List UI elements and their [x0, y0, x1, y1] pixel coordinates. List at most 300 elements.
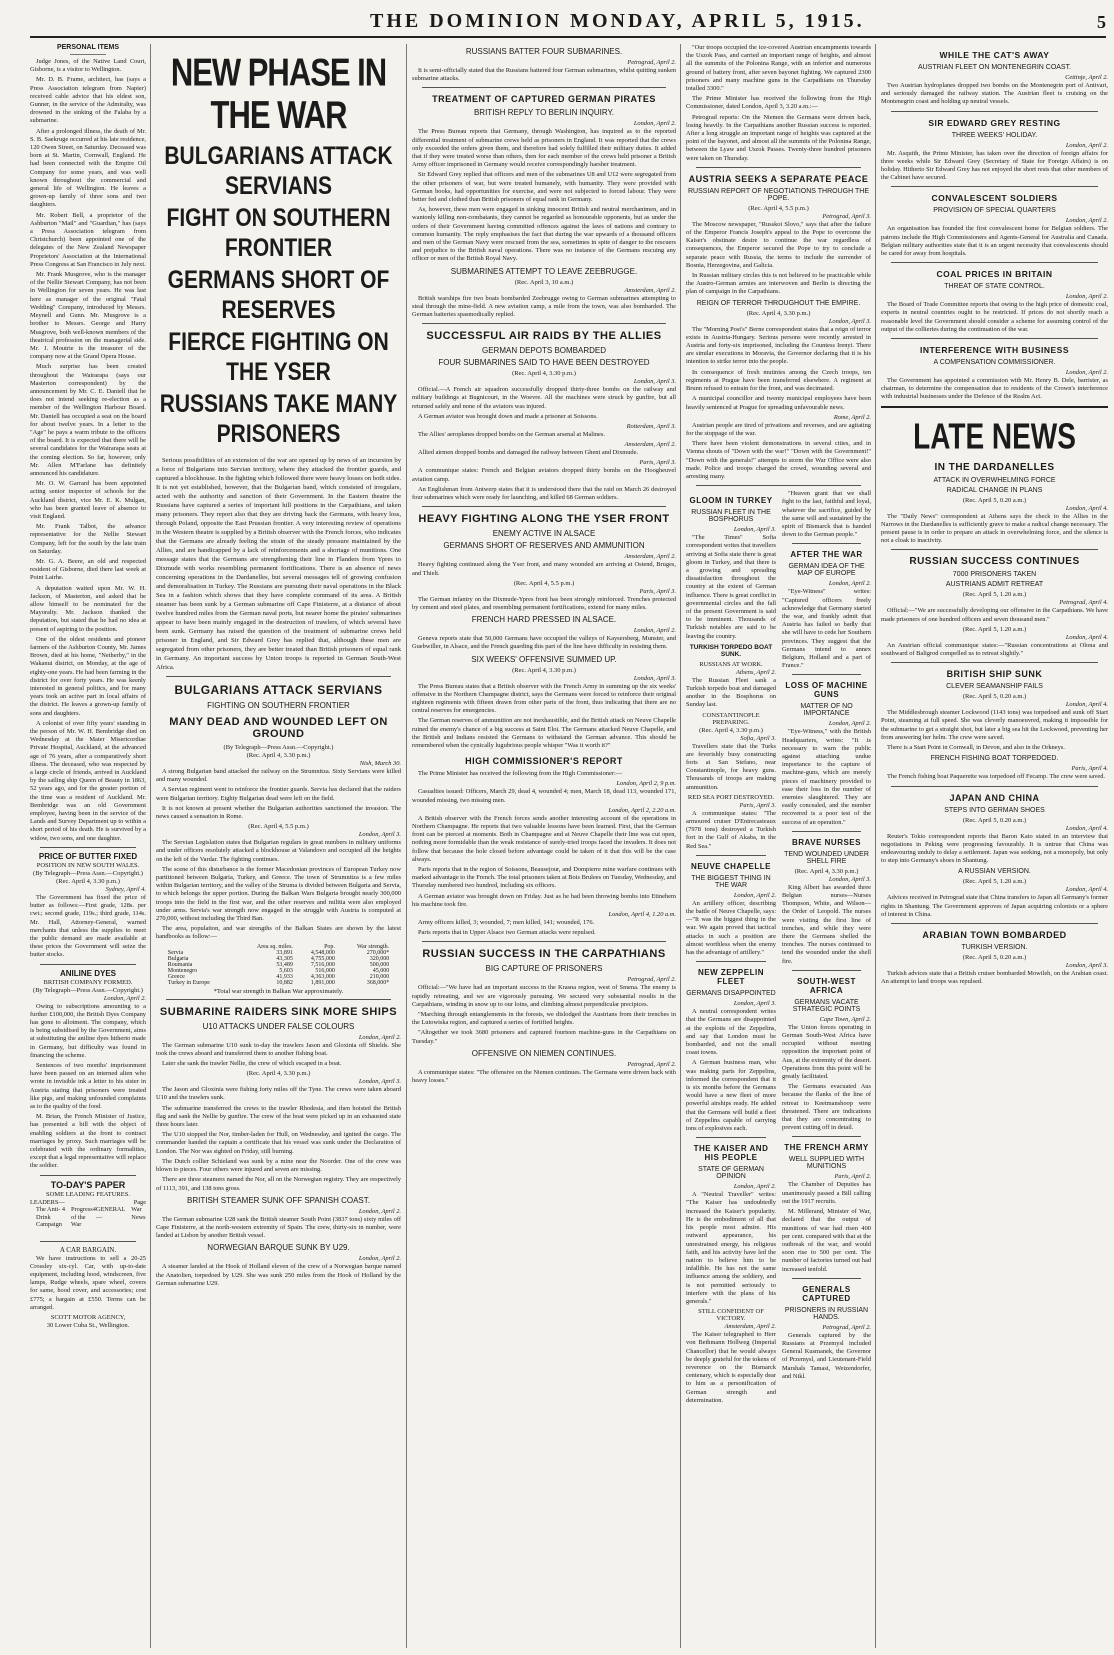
received-time: (Rec. April 4, 5.5 p.m.)	[748, 204, 809, 212]
section-subheading: RUSSIAN FLEET IN THE BOSPHORUS	[691, 509, 771, 524]
subraid-para: Later she sank the trawler Nellie, the crew of which escaped in a boat.	[162, 1060, 342, 1068]
divider	[696, 167, 861, 168]
index-row	[65, 1206, 96, 1236]
dateline: Petrograd, April 2.	[627, 59, 676, 66]
section-subheading: FOUR SUBMARINES SAID TO HAVE BEEN DESTROYED	[438, 358, 650, 368]
dateline: Petrograd, April 4.	[1059, 599, 1108, 607]
section-heading: REIGN OF TERROR THROUGHOUT THE EMPIRE.	[696, 299, 861, 307]
subraid-para: The Jason and Gloxinia were fishing forty miles off the Tyne. The crews were taken aboard U10 and the trawlers sunk.	[156, 1086, 401, 1102]
table-row	[166, 980, 391, 986]
section-subheading: GERMANS VACATE STRATEGIC POINTS	[792, 998, 861, 1013]
dateline: London, April 4.	[1065, 633, 1108, 641]
column-late-news	[881, 44, 1108, 1648]
section-subheading: CLEVER SEAMANSHIP FAILS	[946, 683, 1043, 691]
dateline: London, April 4.	[1065, 886, 1108, 894]
news-para: Reuter's Tokio correspondent reports that Baron Kato stated in an interview that negotiations in Peking were progressing favourably. It is untrue that China was endeavouring unduly to delay a settlement. Japan was seeking, not a monopoly, but only to step into Germany's shoes in Shantung.	[881, 832, 1108, 865]
divider	[891, 923, 1098, 924]
news-para: Army officers killed, 3; wounded, 7; men killed, 141; wounded, 176.	[418, 918, 595, 926]
bulg-para: The scene of this disturbance is the former Macedonian provinces of European Turkey now partitioned between Bulgaria, Turkey, and Greece. The town of Strumnitza is a few miles within Bulgarian territory, and the valley of the Struma is divided between Bulgaria and Servia, to which belongs the upper portion. During the Balkan Wars Bulgaria brought nearly 300,000 troops into the field in the first war, and the other reserves and militia were also employed under arms. Servia's war strength now engaged in the struggle with Austria is computed at 270,000, without including the Third Ban.	[156, 865, 401, 923]
section-subheading: ATTACK IN OVERWHELMING FORCE	[933, 476, 1056, 484]
personal-item: A deputation waited upon Mr. W. H. Jackson, of Masterton, and asked that he allow himself to be nominated for the Mayoralty. Mr. Jackson thanked the deputation, but stated that he had no idea at present of aspiring to the position.	[30, 584, 146, 633]
bulg-credit: (By Telegraph—Press Assn.—Copyright.)	[223, 744, 334, 751]
dateline: London, April 2.	[1065, 217, 1108, 225]
news-para: The Press Bureau states that a British observer with the French Army in summing up the six weeks' offensive in the Northern Champagne district, says the Germans were forced to reinforce their original eighteen regiments with fifteen drawn from other parts of the front, thus indicating that there are no central reserves for emergencies.	[412, 682, 676, 715]
received-time: (Rec. April 5, 0.20 a.m.)	[962, 816, 1027, 824]
divider	[422, 506, 666, 507]
dyes-credit: (By Telegraph—Press Assn.—Copyright.)	[33, 986, 143, 994]
bulg-subheadline: FIGHTING ON SOUTHERN FRONTIER	[207, 701, 350, 710]
section-subheading: GERMAN DEPOTS BOMBARDED	[481, 346, 606, 356]
dateline: London, April 3.	[1065, 961, 1108, 969]
received-time: (Rec. April 5, 1.20 a.m.)	[962, 625, 1027, 633]
dateline: London, April 4.	[1065, 701, 1108, 709]
table-cell: Montenegro	[167, 967, 198, 974]
divider	[891, 186, 1098, 187]
section-heading: AUSTRIA SEEKS A SEPARATE PEACE	[688, 173, 869, 184]
section-heading: COAL PRICES IN BRITAIN	[936, 269, 1053, 280]
received-time: (Rec. April 4, 5.5 p.m.)	[513, 579, 575, 587]
dateline: Paris, April 3.	[639, 587, 676, 595]
news-para: "Marching through entanglements in the forests, we dislodged the Austrians from their trenches in the Lutowiska region, and captured a series of fortified heights.	[412, 1011, 676, 1027]
section-subheading: GERMANS DISAPPOINTED	[686, 990, 776, 998]
section-subheading: AUSTRIANS ADMIT RETREAT	[945, 581, 1044, 589]
news-para: Official.—A French air squadron successfully dropped thirty-three bombs on the railway and military buildings at Bugnicourt, in the Woevre. All the machines were struck by gunfire, but all returned safely and none of the aviators was injured.	[412, 386, 676, 410]
bulg-headline: BULGARIANS ATTACK SERVIANS	[174, 683, 383, 697]
news-para: The "Morning Post's" Berne correspondent states that a reign of terror exists in Austria-Hungary. Serious persons were recently arrested in Austria and forty-six imprisoned, including the Countess Irenyi. There are similar executions in Moravia, the Governor declaring that it is his intention to strike terror into the people.	[686, 325, 871, 366]
section-heading: BRITISH SHIP SUNK	[946, 669, 1043, 680]
section-heading: RUSSIAN SUCCESS IN THE CARPATHIANS	[422, 948, 666, 961]
subraid-para: The German submarine U10 sunk to-day the trawlers Jason and Gloxinia off Shields. She took the crews aboard and transferred them to another fishing boat.	[156, 1041, 401, 1057]
section-subheading: TEND WOUNDED UNDER SHELL FIRE	[784, 850, 869, 865]
personal-item: Mr. Robert Bell, a proprietor of the Ashburton "Mail" and "Guardian," has (says a Press Association telegram from Christchurch) been appointed one of the delegates of the New Zealand Newspaper Proprietors' Association at the International Press Congress at San Francisco in July next.	[30, 211, 146, 268]
news-para: There have been violent demonstrations in several cities, and in Vienna shouts of "Down with the war!" "Down with the Government!" "Down with the generals!" attempts to storm the War Office were also made. Police and troops charged the crowd, wounding several and arresting many.	[686, 440, 871, 480]
table-cell: Bulgaria	[167, 955, 189, 962]
news-para: "Eye-Witness" writes: "Captured officers freely acknowledge that Germany started the war, and frankly admit that Austria has failed so badly that she will have to cede her Southern provinces. They suggest that the Germans intend to annex Belgium, Holland and a part of France."	[782, 588, 871, 670]
received-time: (Rec. April 4, 3.30 p.m.)	[794, 867, 859, 875]
balkan-states-table	[166, 944, 391, 986]
table-footnote: *Total war strength in Balkan War approximately.	[213, 987, 344, 995]
butter-text: The Government has fixed the price of butter as follows:—First grade, 128s. per cwt.; second grade, 119s.; third grade, 114s. Mr. Hall, Attorney-General, warned merchants that unless the supplies to meet the public demand are made available at these prices the Government will seize the butter stocks.	[30, 893, 146, 959]
section-subheading: STEPS INTO GERMAN SHOES	[944, 806, 1045, 814]
dateline: Petrograd, April 2.	[627, 976, 676, 984]
divider	[40, 1175, 136, 1176]
section-heading: IN THE DARDANELLES	[934, 461, 1055, 473]
section-subheading: THREE WEEKS' HOLIDAY.	[951, 131, 1038, 139]
section-subheading: 7000 PRISONERS TAKEN	[952, 571, 1037, 579]
section-subheading: TURKISH VERSION.	[961, 943, 1028, 951]
todays-paper-index	[30, 1199, 146, 1237]
news-para: Austrian people are tired of privations and reverses, and are agitating for the stoppage of the war.	[686, 421, 871, 437]
bulg-received-1: (Rec. April 4, 3.30 p.m.)	[246, 752, 311, 759]
news-para: A communique states: French and Belgian aviators dropped thirty bombs on the Hoogheuvel aviation camp.	[412, 467, 676, 483]
dateline: London, April 2.	[828, 580, 871, 588]
news-para: Generals captured by the Russians at Przemysl included General Kusmanek, the Governor of Przemysl, and Lieutenant-Field Marshals Tamasi, Weizendorfer, and Nikl.	[782, 1331, 871, 1380]
section-heading: WHILE THE CAT'S AWAY	[939, 50, 1050, 60]
dateline: London, April 2.	[733, 891, 776, 899]
news-para: The Union forces operating in German South-West Africa have occupied without meeting opposition the important point of Aus, at the extremity of the desert. Operations from this point will be greatly facilitated.	[782, 1023, 871, 1081]
table-cell: 4,548,000	[310, 949, 335, 956]
personal-item: Mr. O. W. Garrard has been appointed acting senior inspector of schools for the Auckland district, vice Mr. E. K. Mulgan, who has been granted leave of absence to visit England.	[30, 480, 146, 520]
subraid-para: The German submarine U28 sank the British steamer South Point (3837 tons) sixty miles off Cape Finisterre, at the north-western extremity of Spain. The crew, thirty-six in number, were landed at Lisbon by another British vessel.	[156, 1215, 401, 1240]
news-para: "The Times" Sofia correspondent writes that travellers arriving at Sofia state there is great gloom in Turkey, and that there is a growing and spreading dissatisfaction throughout the country at the extent of German influence. There is great conflict in governmental circles and the fall of the present Government is said to be imminent. Thousands of Turkish notables are said to be leaving the country.	[686, 534, 776, 640]
news-para: In consequence of fresh mutinies among the Czech troops, ten regiments at Prague have been transferred elsewhere. A regiment at Brunn refused to entrain for the front, and was decimated.	[686, 368, 871, 393]
subraid-para: The submarine transferred the crews to the trawler Rhodesia, and then hoisted the British flag and sank the Nellie by gunfire. The crew of the boat were picked up in an exhausted state three hours later.	[156, 1104, 401, 1129]
motor-agency: SCOTT MOTOR AGENCY,	[50, 1313, 126, 1321]
news-para: There is a Start Point in Cornwall, in Devon, and also in the Orkneys.	[887, 744, 1065, 752]
divider	[696, 1137, 766, 1138]
table-cell: 53,489	[276, 961, 293, 968]
table-cell: Greece	[167, 973, 185, 980]
table-cell: 43,305	[276, 955, 293, 962]
section-subheading: BRITISH REPLY TO BERLIN INQUIRY.	[473, 108, 615, 118]
section-heading: CONSTANTINOPLE PREPARING.	[702, 711, 760, 726]
main-summary: Serious possibilities of an extension of the war are opened up by news of an incursion by a force of Bulgarians into Servian territory, where they attacked the frontier guards, and captured a blockhouse. In the fighting which followed there were heavy losses on both sides. It is not yet established, however, that the Bulgarian band, which consisted of irregulars, acted with the authority and sanction of their Government. In the Eastern theatre the Russians have captured a series of important hill positions in the Carpathians, and taken many prisoners. They report also that they are driving back the Germans, with heavy loss, through Poland, opposite the East Prussian frontier. A very interesting review of operations in the Western theatre is supplied by a British observer with the French forces, who indicates that the Germans are already feeling the strain of the steady pressure maintained by the Allies, and are handicapped by a lack of reinforcements and a shortage of munitions. One message states that the Germans are strengthening their line in Flanders from Ypres to Dixmude with works resembling permanent fortifications. There is an absence of news concerning operations in the Dardanelles, but several messages tell of growing confusion and demoralisation in Turkey. The Russians are pursuing their naval operations in the Black Sea in a fashion which shows that they have complete command of its area. A British steamer has been sunk by a German submarine off Cape Finisterre, at a distance of about twelve hundred miles from the German naval ports, but nearer home the pirates' submarines appear to have been mainly engaged in the destruction of trawlers, of which several have been sunk. Germany has raised the question of the treatment of submarine crews held prisoner in England, and Sir Edward Grey has replied that, although these men are segregated from other prisoners, they are better treated than British prisoners of equal rank in Germany. An important success by Union troops is reported in German South-West Africa.	[156, 457, 401, 671]
dateline: London, April 4.	[1065, 504, 1108, 512]
table-header-cell: Pop.	[324, 943, 335, 950]
news-para: The Chamber of Deputies has unanimously passed a Bill calling out the 1917 recruits.	[782, 1181, 871, 1205]
section-subheading: RUSSIANS AT WORK.	[699, 660, 763, 668]
dyes-heading: ANILINE DYES	[59, 968, 116, 978]
received-time: (Rec. April 4, 3.30 p.m.)	[512, 666, 576, 674]
divider	[792, 543, 861, 544]
personal-item: Mr. G. A. Beere, an old and respected resident of Gisborne, died there last week at Point Lairhe.	[30, 557, 146, 582]
divider	[166, 676, 391, 677]
table-header-cell: War strength.	[357, 943, 390, 950]
section-subheading: AUSTRIAN FLEET ON MONTENEGRIN COAST.	[917, 64, 1072, 71]
late-news-rule	[881, 406, 1108, 408]
received-time: (Rec. April 4, 3.30 p.m.)	[699, 726, 763, 734]
news-para: Advices received in Petrograd state that China transfers to Japan all Germany's former rights in Shantung. The Government approves of Japan acquiring colonists or a sphere of interest in China.	[881, 894, 1108, 918]
personal-item: Mr. D. B. Frame, architect, has (says a Press Association telegram from Napier) received cable advice that his eldest son, Gunner, in the service of the Admiralty, was drowned in the sinking of the Falaba by a submarine.	[30, 76, 146, 125]
news-para: The Government has appointed a commission with Mr. Henry B. Dele, barrister, as chairman, to determine the compensation due to residents of the Crown's interference with industrial businesses under the Defence of the Realm Act.	[881, 377, 1108, 401]
proxy-marriage-text: M. Brian, the French Minister of Justice, has presented a bill with the object of enabling soldiers at the front to contract marriages by proxy. Such marriages will be celebrated with the ordinary formalities, except that a legal representative will replace the soldier.	[30, 1113, 146, 1170]
index-page: 4	[92, 1206, 96, 1214]
subcolumn-left	[686, 490, 776, 1407]
table-header-cell: Area sq. miles.	[256, 943, 293, 950]
news-para: An Austrian official communique states:—"Russian concentrations at Olona and southward of Baligrod compelled us to retreat slightly."	[881, 641, 1108, 658]
dateline: Sofia, April 3.	[740, 734, 776, 742]
divider	[40, 847, 136, 848]
bulg-dateline-2: London, April 3.	[358, 831, 401, 839]
divider	[792, 831, 861, 832]
section-heading: FRENCH FISHING BOAT TORPEDOED.	[930, 755, 1059, 763]
dateline: London, April 2.	[1065, 293, 1108, 301]
news-para: The Middlesbrough steamer Lockwood (1143 tons) was torpedoed and sunk off Start Point, steaming at full speed. She was cleverly manoeuvred, making it impossible for the submarine to get a straight shot, but later a big sea hit the Lockwood, preventing her from answering her helm. The crew were saved.	[881, 709, 1108, 741]
column-rule	[680, 44, 681, 1648]
subraid-para: The Dutch collier Schieland was sunk by a mine near the Noorder. One of the crew was blown to pieces. Four others were injured and seven are missing.	[156, 1157, 401, 1174]
section-heading: THE KAISER AND HIS PEOPLE	[693, 1144, 769, 1163]
dateline: London, April 4, 1.20 a.m.	[608, 910, 676, 918]
bulg-dateline-1: Nish, March 30.	[359, 760, 401, 767]
headline-yser: FIERCE FIGHTING ON THE YSER	[168, 328, 389, 386]
personal-item: Much surprise has been created throughout the Wairarapa (says our Masterton correspondent) by the announcement by Mr. C. E. Daniell that he does not intend seeking re-election as a member of the Wellington Harbour Board. Mr. Daniell has occupied a seat on the board for about twelve years. In a letter to the "Age" he pays a warm tribute to the officers of the board. It is expected that there will be several candidates for the Wairarapa seats at the coming election. So far, however, only Mr. Allen M'Farlane has definitely announced his candidature.	[30, 363, 146, 477]
news-para: Turkish advices state that a British cruiser bombarded Mowileh, on the Arabian coast. An attempt to land troops was repulsed.	[881, 969, 1108, 986]
section-heading: SUCCESSFUL AIR RAIDS BY THE ALLIES	[426, 330, 662, 343]
section-heading: ARABIAN TOWN BOMBARDED	[922, 929, 1067, 940]
news-para: An artillery officer, describing the battle of Neuve Chapelle, says:—"It was the biggest thing in the war. We again proved that tactical attacks in such a position are almost worthless when the enemy has the advantage of artillery."	[686, 899, 776, 957]
news-para: Heavy fighting continued along the Yser front, and many wounded are arriving at Ostend, Bruges, and Thielt.	[412, 561, 676, 577]
dateline: London, April 2.	[633, 627, 676, 635]
table-cell: 1,891,000	[310, 979, 335, 986]
divider	[792, 1136, 861, 1137]
dyes-subheading: BRITISH COMPANY FORMED.	[43, 978, 133, 986]
motor-ad-heading: A CAR BARGAIN.	[59, 1245, 117, 1254]
received-time: (Rec. April 4, 3.30 p.m.)	[512, 370, 576, 378]
news-para: The "Daily News" correspondent at Athens says the check to the Allies in the Narrows in the Dardanelles is sufficiently grave to make a radical change necessary. The present pause is in order to prepare an attack in overwhelming force, and the silence is not a cloak to inactivity.	[881, 512, 1108, 545]
news-para: British warships fire two boats bombarded Zeebrugge owing to German submarines attempting to steal through the mine-field. A new aviation camp, a mile from the town, was also bombarded. The German batteries spasmodically replied.	[412, 294, 676, 319]
section-heading: LOSS OF MACHINE GUNS	[785, 681, 868, 700]
dateline: Petrograd, April 3.	[822, 212, 871, 220]
section-heading: RED SEA PORT DESTROYED.	[687, 793, 775, 801]
section-heading: HIGH COMMISSIONER'S REPORT	[465, 756, 623, 767]
divider	[891, 549, 1098, 550]
news-para: Petrograd reports: On the Niemen the Germans were driven back, losing heavily. In the Carpathians another Russian success is reported. After a long struggle an important range of heights was captured at the point of the bayonet, and almost all the summits of the Polonina Range, between the Lyaw and Uszok Passes. Twenty-three hundred prisoners were taken on Thursday.	[686, 113, 871, 162]
section-subheading: THREAT OF STATE CONTROL.	[944, 283, 1045, 291]
divider	[891, 338, 1098, 339]
section-heading: HEAVY FIGHTING ALONG THE YSER FRONT	[418, 513, 670, 526]
divider	[696, 485, 861, 486]
subraid-subheadline: U10 ATTACKS UNDER FALSE COLOURS	[202, 1021, 355, 1031]
section-heading: SIR EDWARD GREY RESTING	[928, 117, 1061, 128]
table-cell: 10,882	[276, 979, 293, 986]
news-para: A German business man, who was making parts for Zeppelins, informed the correspondent that it is six months before the Germans would have a new fleet of more powerful airships ready. He added that the Germans will build a fleet of Zeppelins capable of carrying tons of explosives each.	[686, 1059, 776, 1133]
news-para: Casualties issued: Officers, March 29, dead 4, wounded 4; men, March 18, dead 113, wounded 171, wounded missing, two missing men.	[412, 788, 676, 804]
divider	[792, 970, 861, 971]
received-time: (Rec. April 4, 3.30 p.m.)	[746, 309, 811, 317]
section-subheading: RUSSIAN REPORT OF NEGOTIATIONS THROUGH THE POPE.	[688, 187, 869, 202]
table-cell: 320,000	[369, 955, 390, 962]
bulg-para: A strong Bulgarian band attacked the railway on the Strumnitza. Sixty Servians were killed and many wounded.	[156, 768, 401, 784]
dateline: London, April 3.	[733, 526, 776, 534]
dateline: London, April 3.	[633, 674, 676, 682]
section-heading: NEUVE CHAPELLE	[691, 861, 771, 871]
dateline: London, April 2.	[1065, 369, 1108, 377]
news-para: The Russian Fleet sank a Turkish torpedo boat and damaged another in the Bosphorus on Sunday last.	[686, 676, 776, 709]
dateline: London, April 2.	[358, 1033, 401, 1041]
section-heading: STILL CONFIDENT OF VICTORY.	[698, 1308, 764, 1323]
section-heading: FRENCH HARD PRESSED IN ALSACE.	[471, 615, 617, 625]
table-cell: 210,000	[369, 973, 390, 980]
subcolumn-right	[782, 490, 871, 1407]
dateline: Cettinje, April 2.	[1065, 74, 1108, 81]
butter-subheading: POSITION IN NEW SOUTH WALES.	[36, 861, 140, 869]
section-heading: GLOOM IN TURKEY	[689, 496, 773, 506]
section-heading: RUSSIAN SUCCESS CONTINUES	[909, 556, 1080, 568]
section-subheading: RADICAL CHANGE IN PLANS	[946, 486, 1043, 494]
divider	[166, 999, 391, 1000]
divider	[40, 1241, 136, 1242]
dyes-dateline: London, April 2.	[103, 994, 146, 1002]
news-para: Official:—"We have had an important success in the Krasna region, west of Smena. The enemy is rapidly retreating, and we are vigorously pursuing. We secured very substantial results in the Carpathians, winding in snow up to our loins, and climbing almost perpendicular precipices.	[412, 984, 676, 1008]
personal-item: One of the oldest residents and pioneer farmers of the Ashburton County, Mr. James Brown, died at his home, "Netherby," in the Wakanui district, on Monday, at the age of eighty-one years. He had been farming in the district for over forty years. He was keenly interested in general politics, and for many years took an active part in local affairs of the district. He leaves a grown-up family of sons and daughters.	[30, 635, 146, 717]
bulg-para: It is not known at present whether the Bulgarian authorities sanctioned the invasion. The news caused a sensation in Rome.	[156, 804, 401, 821]
section-heading: TREATMENT OF CAPTURED GERMAN PIRATES	[432, 94, 656, 105]
dateline: London, April 3.	[828, 317, 871, 325]
dateline: London, April 2.	[1065, 141, 1108, 149]
divider	[696, 855, 766, 856]
headline-germans-reserves: GERMANS SHORT OF RESERVES	[167, 266, 390, 324]
index-row	[125, 1206, 146, 1236]
personal-item: A colonist of over fifty years' standing in the person of Mr. W. H. Bembridge died on Wednesday at the Mater Misericordiae Private Hospital, Auckland, at the advanced age of 76 years, after a comparatively short illness. The deceased, who was respected by a large circle of friends, arrived in Auckland by the sailing ship Queen of Beauty in 1863, 52 years ago, and for the greater portion of the time was a resident of Auckland. Mr. Bembridge was an old Government employee, having been in the service of the Lands and Survey Department up to within a short period of his death. He is survived by a widow, two sons, and one daughter.	[30, 719, 146, 842]
table-cell: 4,755,000	[310, 955, 335, 962]
dateline: London, April 3.	[828, 875, 871, 883]
news-para: A neutral correspondent writes that the Germans are disappointed at the exploits of the Zeppelins, and say that London must be bombarded, and not the small coast towns.	[686, 1008, 776, 1057]
divider	[70, 54, 106, 55]
section-heading: JAPAN AND CHINA	[949, 792, 1040, 803]
news-para: Sir Edward Grey replied that officers and men of the submarines U8 and U12 were segregated from the other prisoners of war, but were treated humanely, with humanity. They were provided with German books, had opportunities for exercise, and were not subjected to forced labour. They were better fed and clothed than British prisoners of equal rank in Germany.	[412, 171, 676, 204]
news-para: The Prime Minister has received the following from the High Commissioner:—	[418, 770, 623, 778]
dateline: London, April 4.	[1065, 824, 1108, 832]
main-headline: NEW PHASE IN THE WAR	[170, 50, 387, 137]
personal-item: Mr. Frank Musgrove, who is the manager of the Nellie Stewart Company, has not been in Wellington for seven years. He was last here as manager of the original "Fatal Wedding" Company, introduced by Messrs. Meynell and Gunn. Mr. Musgrove is a brother to Messrs. George and Harry Musgrove, both well-known members of the theatrical profession on the managerial side. Mr. J. Moutrie is the treasurer of the company now at the Grand Opera House.	[30, 271, 146, 361]
section-subheading: BIG CAPTURE OF PRISONERS	[485, 964, 603, 974]
section-heading: INTERFERENCE WITH BUSINESS	[919, 345, 1069, 356]
subraid-headline: SUBMARINE RAIDERS SINK MORE SHIPS	[159, 1005, 398, 1018]
dateline: London, April 2.	[828, 720, 871, 728]
column-main-news	[156, 44, 401, 1648]
section-subheading: WELL SUPPLIED WITH MUNITIONS	[788, 1156, 865, 1171]
alien-sentence-text: Sentences of two months' imprisonment have been passed on an interned alien who wrote in invisible ink a letter to his sister in Austria stating that prisoners were treated like pigs, and making unfounded complaints as to the quality of the food.	[30, 1061, 146, 1110]
index-feature: War News	[131, 1206, 146, 1221]
table-cell: Roumania	[167, 961, 193, 968]
late-news-banner: LATE NEWS	[913, 415, 1076, 457]
news-para: King Albert has awarded three Belgian nurses—Nurses Thompson, White, and Wilson—the Order of Leopold. The nurses were visiting the first line of trenches, and while they were there the Germans shelled the trenches. The nurses continued to tend the wounded under the shell fire.	[782, 883, 871, 965]
index-row	[96, 1206, 125, 1236]
column-rule	[875, 44, 876, 1648]
butter-dateline: Sydney, April 4.	[105, 885, 146, 893]
received-time: (Rec. April 4, 3.30 p.m.)	[246, 1070, 311, 1078]
section-heading: NEW ZEPPELIN FLEET	[697, 968, 764, 987]
section-heading: OFFENSIVE ON NIEMEN CONTINUES.	[471, 1048, 617, 1058]
news-para: The Board of Trade Committee reports that owing to the high price of domestic coal, experts in neutral countries ought to be restricted. If prices do not shortly reach a reasonable level the Government should consider a scheme for assuming control of the output of the collieries during the continuation of the war.	[881, 301, 1108, 333]
subraid-para: The U10 stopped the Nor, timber-laden for Hull, on Wednesday, and ignited the cargo. The commander handed the captain a certificate that his vessel was sunk under the Declaration of London. The Nor was sighted on Friday, still burning.	[156, 1131, 401, 1155]
column-rule	[150, 44, 151, 1648]
dateline: London, April 2.	[633, 120, 676, 128]
newspaper-title: THE DOMINION MONDAY, APRIL 5, 1915.	[370, 10, 865, 32]
news-para: An organisation has founded the first convalescent home for Belgian soldiers. The patrons include the High Commissioners and Agents-General for Australia and Canada. Belgian military authorities state that it is an urgent necessity that convalescents should be cared for away from hospitals.	[881, 225, 1108, 258]
column-war-reports	[412, 44, 676, 1648]
section-heading: CONVALESCENT SOLDIERS	[931, 193, 1058, 204]
motor-ad-text: We have instructions to sell a 20-25 Crossley six-cyl. Car, with up-to-date equipment, including hood, windscreen, five lamps, Rudge wheels, spare wheel, covers for same, hood cover, and accessories; cost £775; a bargain at £550. Terms can be arranged.	[30, 1254, 146, 1311]
news-para: The German reserves of ammunition are not inexhaustible, and the British attack on Neuve Chapelle ruined the enemy's chance of a big success at Saint Eloi. The Germans attacked Neuve Chapelle, and the British and Indians resisted the Germans to withstand the German advance. This should be remembered when the cynically lugubrious people whisper "Was it worth it?"	[412, 717, 676, 749]
section-subheading: MATTER OF NO IMPORTANCE	[800, 703, 853, 718]
section-heading: RUSSIANS BATTER FOUR SUBMARINES.	[465, 47, 623, 56]
received-time: (Rec. April 5, 0.20 a.m.)	[962, 496, 1027, 504]
news-para: The Prime Minister has received the following from the High Commissioner, dated London, April 3, 3.20 a.m.:—	[686, 95, 871, 111]
bulg-para: The Servian Legislation states that Bulgarian regulars in great numbers in military uniforms and under officers resolutely attacked a blockhouse at Valandovo and occupied all the heights on the left of the Vardar. The fighting continues.	[156, 839, 401, 863]
dateline: Rotterdam, April 3.	[626, 423, 676, 431]
column-rule	[406, 44, 407, 1648]
news-para: A communique states: "The offensive on the Niemen continues. The Germans were driven back with heavy losses."	[412, 1068, 676, 1085]
received-time: (Rec. April 5, 0.20 a.m.)	[962, 693, 1027, 701]
butter-received: (Rec. April 4, 3.30 p.m.)	[56, 877, 120, 885]
news-para: Paris reports that in the region of Soissons, Beausejour, and Dompierre mine warfare continues with marked advantage to the French. The total prisoners taken at Bois Brulees on Tuesday, Wednesday, and Thursday numbered two hundred, including six officers.	[412, 865, 676, 890]
table-cell: Servia	[167, 949, 184, 956]
index-feature: The Anti-Drink Campaign	[36, 1206, 62, 1229]
news-para: The Germans evacuated Aus because the flanks of the line of retreat to Keetmanshoop were threatened. There are indications that they are concentrating to prevent cutting off in detail.	[782, 1083, 871, 1132]
news-para: "Heaven grant that we shall fight to the last, faithful and loyal, whatever the sacrifice, guided by the same will and sustained by the spirit of Bismarck that is handed down to the German people."	[782, 490, 871, 539]
news-para: Official:—"We are successfully developing our offensive in the Carpathians. We have made prisoners of one hundred officers and seven thousand men."	[881, 607, 1108, 623]
section-heading: GENERALS CAPTURED	[802, 1284, 851, 1303]
received-time: (Rec. April 5, 1.20 a.m.)	[962, 591, 1027, 599]
section-subheading: GERMAN IDEA OF THE MAP OF EUROPE	[788, 563, 865, 578]
section-subheading: PROVISION OF SPECIAL QUARTERS	[933, 207, 1056, 215]
table-cell: Turkey in Europe	[167, 979, 210, 986]
section-heading: THE FRENCH ARMY	[784, 1143, 869, 1153]
dateline: London, April 3.	[733, 1000, 776, 1008]
section-heading: TURKISH TORPEDO BOAT SUNK.	[689, 643, 773, 658]
personal-item: After a prolonged illness, the death of Mr. S. B. Saekruge occurred at his late residence, 120 Owen Street, on Saturday. Deceased was born at St. Martin, Cornwall, England. He had been connected with the Empire Oil Company for some years, and was well known throughout the commercial and general life of Wellington. He leaves a grown-up family of three sons and two daughters.	[30, 127, 146, 209]
section-heading: AFTER THE WAR	[790, 550, 863, 560]
section-subheading: A COMPENSATION COMMISSIONER.	[933, 359, 1056, 367]
news-para: Mr. Asquith, the Prime Minister, has taken over the direction of foreign affairs for three weeks while Sir Edward Grey (Secretary of State for Foreign Affairs) is on holiday. Hitherto Sir Edward Grey has not enjoyed the short rests that other members of the Cabinet have secured.	[881, 149, 1108, 182]
table-cell: 33,891	[276, 949, 293, 956]
bulg-subheadline-2: MANY DEAD AND WOUNDED LEFT ON GROUND	[169, 716, 388, 740]
personal-heading: PERSONAL ITEMS	[56, 44, 120, 51]
news-para: The Allies' aeroplanes dropped bombs on the German arsenal at Malines.	[418, 431, 605, 439]
section-subheading: ENEMY ACTIVE IN ALSACE	[492, 529, 596, 539]
news-para: A German aviator was brought down on Friday. Just as he had been throwing bombs into Etinehem his machine took fire.	[412, 892, 676, 908]
received-time: (Rec. April 5, 0.20 a.m.)	[962, 953, 1027, 961]
dateline: Petrograd, April 2.	[822, 1323, 871, 1331]
dateline: Cape Town, April 2.	[819, 1015, 871, 1023]
masthead-rule	[30, 36, 1106, 38]
table-cell: 41,933	[276, 973, 293, 980]
news-para: A municipal councillor and twenty municipal employees have been heavily sentenced at Prague for spreading unfavourable news.	[686, 395, 871, 411]
news-para: A British observer with the French forces sends another interesting account of the operations in Northern Champagne. He reports that two valuable lessons have been learned. First, that the German front can be pierced at moments. Both in Champagne and at Neuve Chapelle their line was cut open, nothing more formidable than the weak resistance of surely-tried troops faced the invaders. It does not follow that because the hole closed before advantage could be taken of it that this will be the case always.	[412, 814, 676, 863]
news-para: Travellers state that the Turks are feverishly busy constructing forts at San Stefano, near Constantinople, for heavy guns. Thousands of troops are making ammunition.	[686, 742, 776, 791]
table-cell: 45,000	[372, 967, 390, 974]
divider	[422, 323, 666, 324]
news-para: A communique states: "The armoured cruiser D'Entrecasteaux (7978 tons) destroyed a Turkish fort in the Gulf of Akaba, in the Red Sea."	[686, 809, 776, 850]
table-cell: 4,363,000	[310, 973, 335, 980]
index-header: LEADERS— Page	[30, 1198, 146, 1206]
motor-address: 30 Lower Cuba St., Wellington.	[46, 1321, 130, 1329]
page-number: 5	[1097, 12, 1106, 32]
subraid-para: A steamer landed at the Hook of Holland eleven of the crew of a Norwegian barque named the Anatolien, torpedoed by U29. She was sunk 250 miles from the Hook of Holland by the German submarine U29.	[156, 1263, 401, 1287]
bulg-para: A Servian regiment went to reinforce the frontier guards. Servia has declared that the raiders were Bulgarian territory. Eighty Bulgarian dead were left on the field.	[156, 786, 401, 802]
bulg-para: The area, population, and war strengths of the Balkan States are shown by the latest handbooks as follow:—	[156, 925, 401, 941]
news-para: The Kaiser telegraphed to Herr von Bethmann Hollweg (Imperial Chancellor) that he would always be deeply grateful for the tokens of reverence on the Bismarck centenary, which is especially dear to him as a personification of German strength and determination.	[686, 1331, 776, 1404]
news-para: Two Austrian hydroplanes dropped two bombs on the Montenegrin port of Antivari, and seriously damaged the railway station. The Austrian fleet is cruising on the Montenegrin coast and holding up neutral vessels.	[881, 82, 1108, 106]
personal-item: Judge Jones, of the Native Land Court, Gisborne, is a visitor to Wellington.	[30, 58, 146, 74]
divider	[422, 941, 666, 942]
table-cell: 7,516,000	[310, 961, 335, 968]
dateline: London, April 2.	[358, 1255, 401, 1263]
news-para: An Englishman from Antwerp states that it is understood there that the raid on March 26 destroyed four submarines which were ready for launching, and killed 68 German soldiers.	[412, 485, 676, 502]
index-feature: GENERAL—	[95, 1206, 126, 1221]
table-cell: 270,000*	[366, 949, 390, 956]
news-para: The Press Bureau reports that Germany, through Washington, has inquired as to the reported differential treatment of submarine crews held as prisoners in England. It was reported that the crews only exceeded the orders given them, and therefore had solely fulfilled their military duties. It added that if they were treated worse than others, then for each member of the crews held prisoner a British Army officer imprisoned in Germany would receive correspondingly harsher treatment.	[412, 128, 676, 169]
column-personal	[30, 44, 146, 1648]
masthead	[0, 0, 1114, 42]
news-para: It is semi-officially stated that the Russians battered four German submarines, whilst quitting sunken submarine attacks.	[412, 67, 676, 83]
index-page: 4	[61, 1206, 66, 1214]
bulg-received-2: (Rec. April 4, 5.5 p.m.)	[248, 823, 309, 831]
divider	[696, 961, 766, 962]
table-cell: 516,000	[315, 967, 335, 974]
news-para: Allied airmen dropped bombs and damaged the railway between Ghent and Dixmude.	[418, 449, 639, 457]
butter-credit: (By Telegraph—Press Assn.—Copyright.)	[33, 869, 143, 877]
section-heading: SUBMARINES ATTEMPT TO LEAVE ZEEBRUGGE.	[450, 266, 638, 276]
divider	[40, 964, 136, 965]
section-subheading: GERMANS SHORT OF RESERVES AND AMMUNITION	[443, 541, 645, 551]
news-para: Geneva reports state that 50,000 Germans have occupied the valleys of Kaysersberg, Munster, and Guebwiller, in Alsace, and the French guarding this part of the line have difficulty in resisting them.	[412, 635, 676, 651]
dateline: Amsterdam, April 2.	[624, 553, 676, 561]
news-para: M. Millerand, Minister of War, declared that the output of munitions of war had risen 400 per cent. compared with that at the outbreak of the war, and would soon rise to 500 per cent. The number of factories turned out had increased tenfold.	[782, 1208, 871, 1273]
divider	[891, 262, 1098, 263]
section-heading: SOUTH-WEST AFRICA	[797, 976, 856, 995]
